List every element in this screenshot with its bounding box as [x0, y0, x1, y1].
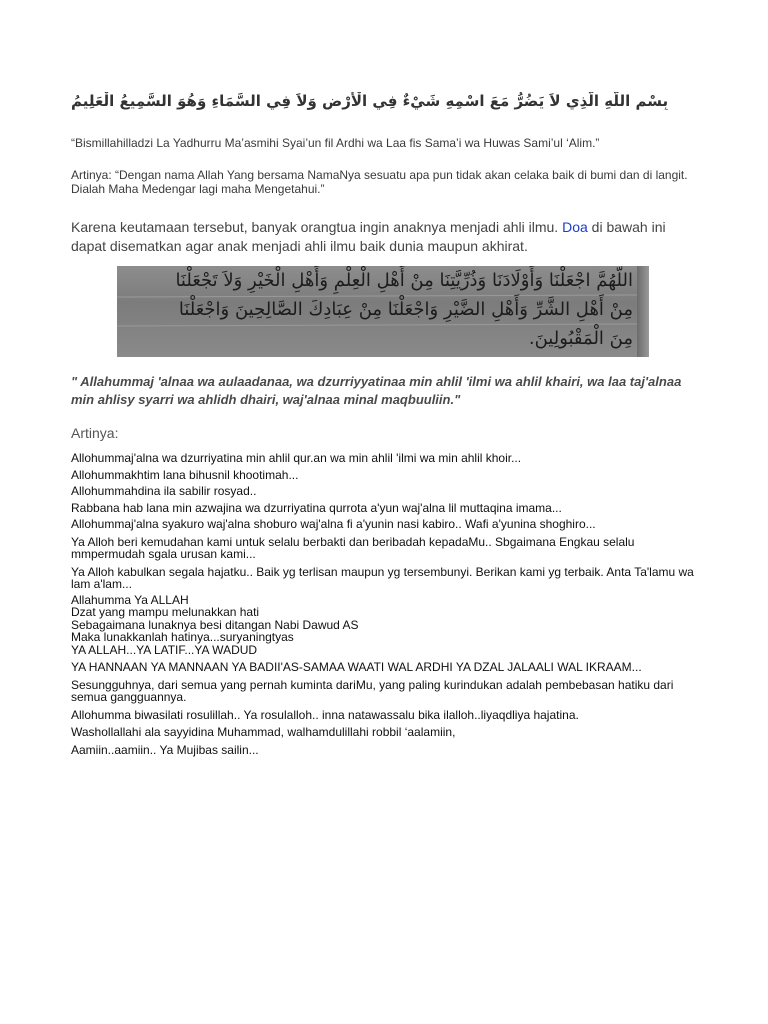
intro-text-before: Karena keutamaan tersebut, banyak orangtua ingin anaknya menjadi ahli ilmu. — [71, 219, 563, 235]
doa-arabic-line-2: مِنْ أَهْلِ الشَّرِّ وَأَهْلِ الضَّيْرِ وَاجْعَلْنَا مِنْ عِبَادِكَ الصَّالِحِينَ وَاجْعَلْنَا — [178, 299, 633, 320]
prayer-line: Aamiin..aamiin.. Ya Mujibas sailin... — [71, 742, 259, 757]
intro-paragraph — [71, 218, 697, 256]
prayer-line: Ya Alloh kabulkan segala hajatku.. Baik yg terlisan maupun yg tersembunyi. Berikan kami yg terbaik. Anta Ta'lamu wa lam a'lam... — [71, 564, 694, 591]
prayer-line: Allohummakhtim lana bihusnil khootimah... — [71, 467, 299, 482]
prayer-line: Rabbana hab lana min azwajina wa dzurriyatina qurrota a'yun waj'alna lil muttaqina imama... — [71, 500, 562, 515]
doa-arabic-image — [117, 266, 649, 357]
doa-arabic-line-1: اللَّهُمَّ اجْعَلْنَا وَأَوْلَادَنَا وَذُرِّيَّتِنَا مِنْ أَهْلِ الْعِلْمِ وَأَهْلِ الْخَيْرِ وَلاَ تَجْعَلْنَا — [175, 270, 633, 291]
prayer-line: YA HANNAAN YA MANNAAN YA BADII'AS-SAMAA WAATI WAL ARDHI YA DZAL JALAALI WAL IKRAAM... — [71, 660, 642, 674]
prayer-line: Allahumma Ya ALLAH — [71, 592, 189, 607]
prayer-line: Dzat yang mampu melunakkan hati — [71, 605, 260, 619]
prayer-line: Allohummahdina ila sabilir rosyad.. — [71, 484, 257, 498]
prayer-line: Allohumma biwasilati rosulillah.. Ya rosulalloh.. inna natawassalu bika ilalloh..liyaqdliya hajatina. — [71, 707, 579, 722]
doa-link[interactable]: Doa — [562, 219, 588, 235]
prayer-line: Allohummaj'alna wa dzurriyatina min ahlil qur.an wa min ahlil 'ilmi wa min ahlil khoir... — [71, 451, 522, 465]
arabic-heading: بِسْمِ اللَّهِ الَّذِي لاَ يَضُرُّ مَعَ اسْمِهِ شَيْءٌ فِي الْأَرْضِ وَلاَ فِي السَّمَاءِ وَهُوَ السَّمِيعُ الْعَلِيمُ — [71, 92, 669, 110]
prayer-line: YA ALLAH...YA LATIF...YA WADUD — [71, 642, 258, 657]
book-page-edge — [637, 266, 649, 357]
prayer-line: Maka lunakkanlah hatinya...suryaningtyas — [71, 630, 294, 644]
doa-transliteration: " Allahummaj 'alnaa wa aulaadanaa, wa dzurriyyatinaa min ahlil 'ilmi wa ahlil khairi, wa laa taj'alnaa min ahlisy syarri wa ahlidh dhairi, waj'alnaa minal maqbuuliin." — [71, 374, 682, 407]
prayer-line: Allohummaj'alna syakuro waj'alna shoburo waj'alna fi a'yunin nasi kabiro.. Wafi a'yunina shoghiro... — [71, 517, 596, 531]
transliteration-text: “Bismillahilladzi La Yadhurru Ma’asmihi Syai’un fil Ardhi wa Laa fis Sama’i wa Huwas Sami’ul ‘Alim.” — [71, 136, 600, 150]
prayer-line: Washollallahi ala sayyidina Muhammad, walhamdulillahi robbil ‘aalamiin, — [71, 725, 456, 739]
intro-text-after: di bawah ini dapat disematkan agar anak menjadi ahli ilmu baik dunia maupun akhirat. — [71, 219, 666, 254]
prayer-line: Sesungguhnya, dari semua yang pernah kuminta dariMu, yang paling kurindukan adalah pembebasan hatiku dari semua gangguannya. — [71, 677, 674, 704]
prayer-line: Sebagaimana lunaknya besi ditangan Nabi Dawud AS — [71, 617, 359, 632]
prayer-lines — [71, 452, 697, 756]
prayer-line: Ya Alloh beri kemudahan kami untuk selalu berbakti dan beribadah kepadaMu.. Sbgaimana Engkau selalu mmpermudah sgala urusan kami... — [71, 534, 635, 561]
translation-text: Artinya: “Dengan nama Allah Yang bersama NamaNya sesuatu apa pun tidak akan celaka baik di bumi dan di langit. Dialah Maha Medengar lagi maha Mengetahui.” — [71, 168, 688, 196]
artinya-label: Artinya: — [71, 425, 119, 441]
doa-arabic-line-3: مِنَ الْمَقْبُولِينَ. — [528, 328, 633, 349]
